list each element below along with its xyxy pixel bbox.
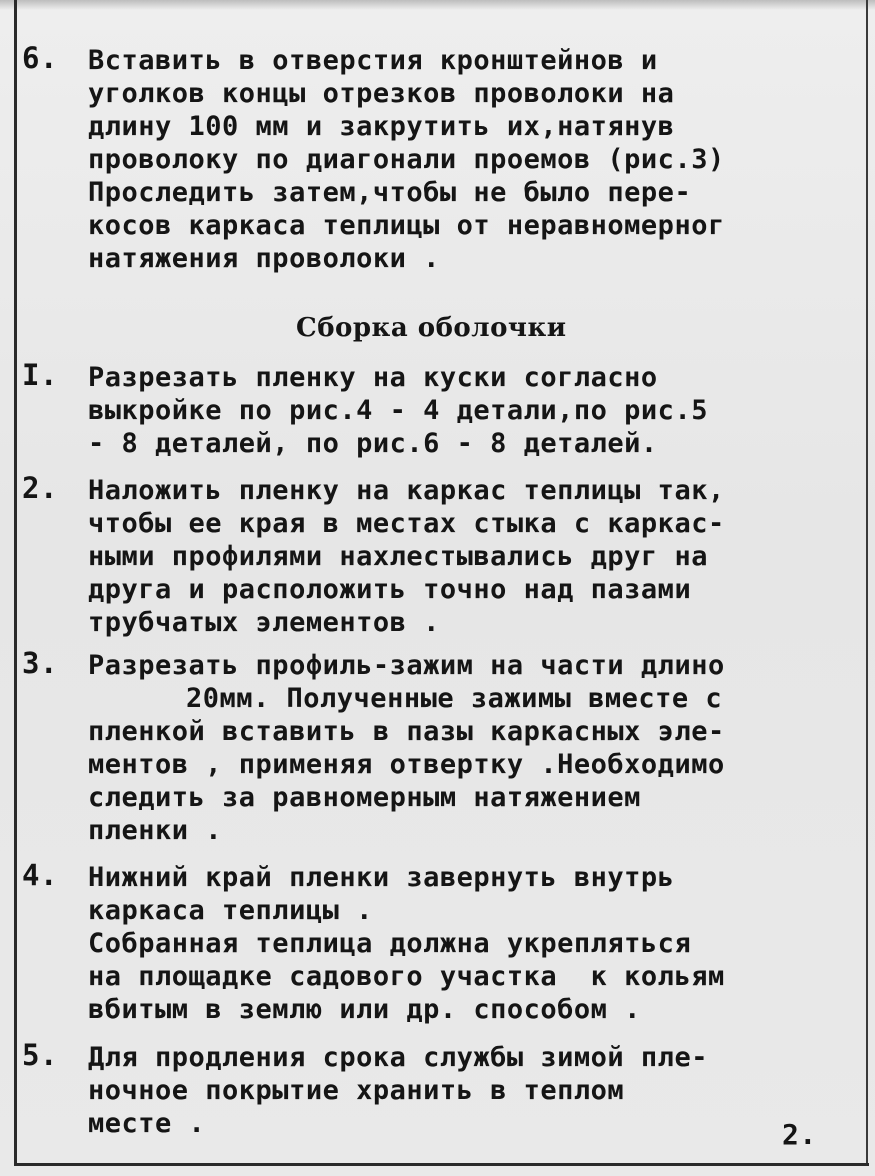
frame-bottom-border (14, 1163, 869, 1166)
frame-left-border (14, 0, 17, 1165)
item-line: Разрезать профиль-зажим на части длино (88, 650, 725, 681)
item-number: I. (22, 358, 58, 392)
item-line: Вставить в отверстия кронштейнов и (88, 45, 658, 76)
item-number: 4. (22, 858, 58, 892)
item-line: следить за равномерным натяжением (88, 782, 641, 813)
item-line: на площадке садового участка к кольям (88, 961, 725, 992)
item-line: длину 100 мм и закрутить их,натянув (88, 111, 675, 142)
item-line: друга и расположить точно над пазами (88, 574, 692, 605)
item-line: косов каркаса теплицы от неравномерног (88, 210, 725, 241)
frame-right-border (866, 0, 868, 1166)
item-line: уголков концы отрезков проволоки на (88, 78, 675, 109)
item-line: ночное покрытие хранить в теплом (88, 1075, 625, 1106)
item-line: - 8 деталей, по рис.6 - 8 деталей. (88, 428, 658, 459)
item-line: проволоку по диагонали проемов (рис.3) (88, 144, 725, 175)
item-line: Для продления срока службы зимой пле- (88, 1042, 708, 1073)
item-line: Нижний край пленки завернуть внутрь (88, 862, 675, 893)
item-number: 5. (22, 1038, 58, 1072)
item-line: трубчатых элементов . (88, 607, 440, 638)
item-line: месте . (88, 1108, 206, 1139)
item-line: Проследить затем,чтобы не было пере- (88, 177, 692, 208)
item-line: чтобы ее края в местах стыка с каркас- (88, 508, 725, 539)
item-number: 3. (22, 646, 58, 680)
item-line: пленки . (88, 815, 223, 846)
item-line: ными профилями нахлестывались друг на (88, 541, 708, 572)
page-number: 2. (782, 1118, 817, 1151)
item-number: 6. (22, 41, 58, 75)
item-line: каркаса теплицы . (88, 895, 373, 926)
item-line: Собранная теплица должна укрепляться (88, 928, 692, 959)
item-line: выкройке по рис.4 - 4 детали,по рис.5 (88, 395, 708, 426)
item-line: ментов , применяя отвертку .Необходимо (88, 749, 725, 780)
item-line: натяжения проволоки . (88, 243, 440, 274)
item-line: Наложить пленку на каркас теплицы так, (88, 475, 725, 506)
item-line: пленкой вставить в пазы каркасных эле- (88, 716, 725, 747)
item-line: вбитым в землю или др. способом . (88, 994, 641, 1025)
item-number: 2. (22, 471, 58, 505)
item-line: 20мм. Полученные зажимы вместе с (186, 683, 723, 714)
section-heading: Сборка оболочки (296, 313, 567, 343)
top-shadow (0, 0, 875, 10)
item-line: Разрезать пленку на куски согласно (88, 362, 658, 393)
